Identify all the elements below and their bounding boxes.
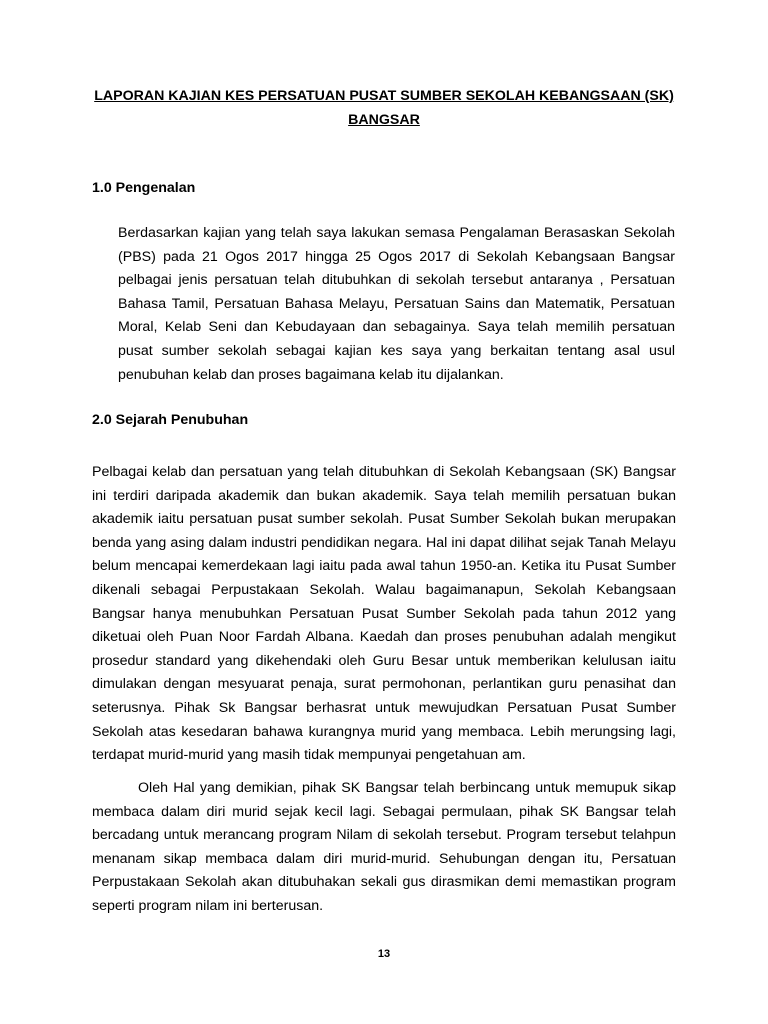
- history-paragraph-2: Oleh Hal yang demikian, pihak SK Bangsar telah berbincang untuk memupuk sikap membaca dalam diri murid sejak kecil lagi. Sebagai permulaan, pihak SK Bangsar telah bercadang untuk merancang program Nilam di sekolah tersebut. Program tersebut telahpun menanam sikap membaca dalam diri murid-murid. Sehubungan dengan itu, Persatuan Perpustakaan Sekolah akan ditubuhakan sekali gus dirasmikan demi memastikan program seperti program nilam ini berterusan.: [92, 780, 676, 914]
- section-heading-history: 2.0 Sejarah Penubuhan: [92, 412, 249, 428]
- page-number: 13: [377, 948, 391, 960]
- introduction-paragraph: Berdasarkan kajian yang telah saya lakukan semasa Pengalaman Berasaskan Sekolah (PBS) pada 21 Ogos 2017 hingga 25 Ogos 2017 di Sekolah Kebangsaan Bangsar pelbagai jenis persatuan telah ditubuhkan di sekolah tersebut antaranya , Persatuan Bahasa Tamil, Persatuan Bahasa Melayu, Persatuan Sains dan Matematik, Persatuan Moral, Kelab Seni dan Kebudayaan dan sebagainya. Saya telah memilih persatuan pusat sumber sekolah sebagai kajian kes saya yang berkaitan tentang asal usul penubuhan kelab dan proses bagaimana kelab itu dijalankan.: [118, 225, 675, 383]
- history-paragraph-1: Pelbagai kelab dan persatuan yang telah ditubuhkan di Sekolah Kebangsaan (SK) Bangsar ini terdiri daripada akademik dan bukan akademik. Saya telah memilih persatuan bukan akademik iaitu persatuan pusat sumber sekolah. Pusat Sumber Sekolah bukan merupakan benda yang asing dalam industri pendidikan negara. Hal ini dapat dilihat sejak Tanah Melayu belum mencapai kemerdekaan lagi iaitu pada awal tahun 1950-an. Ketika itu Pusat Sumber dikenali sebagai Perpustakaan Sekolah. Walau bagaimanapun, Sekolah Kebangsaan Bangsar hanya menubuhkan Persatuan Pusat Sumber Sekolah pada tahun 2012 yang diketuai oleh Puan Noor Fardah Albana. Kaedah dan proses penubuhan adalah mengikut prosedur standard yang dikehendaki oleh Guru Besar untuk memberikan kelulusan iaitu dimulakan dengan mesyuarat penaja, surat permohonan, perlantikan guru penasihat dan seterusnya. Pihak Sk Bangsar berhasrat untuk mewujudkan Persatuan Pusat Sumber Sekolah atas kesedaran bahawa kurangnya murid yang membaca. Lebih merungsing lagi, terdapat murid-murid yang masih tidak mempunyai pengetahuan am.: [92, 464, 676, 764]
- section-heading-introduction: 1.0 Pengenalan: [92, 180, 196, 196]
- document-title: LAPORAN KAJIAN KES PERSATUAN PUSAT SUMBER SEKOLAH KEBANGSAAN (SK) BANGSAR: [94, 88, 674, 128]
